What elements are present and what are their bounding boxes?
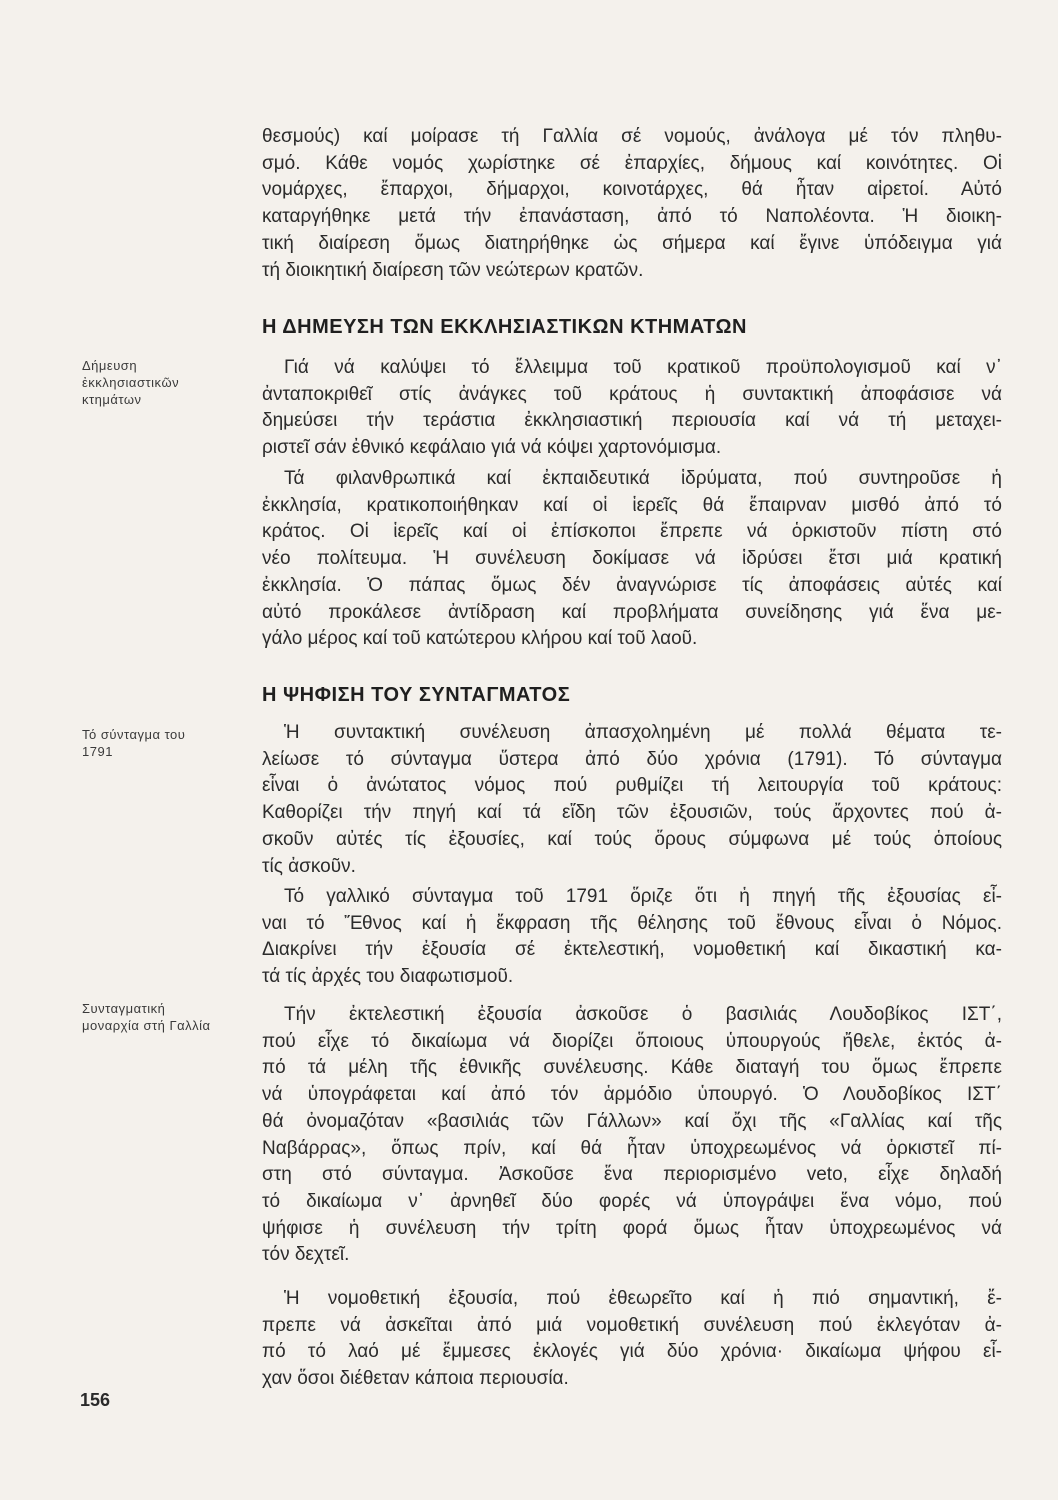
- text-line: θά ὀνομαζόταν «βασιλιάς τῶν Γάλλων» καί ὄχι τῆς «Γαλλίας καί τῆς: [262, 1110, 1002, 1132]
- text-line: ναι τό Ἔθνος καί ἡ ἔκφραση τῆς θέλησης τοῦ ἔθνους εἶναι ὁ Νόμος.: [262, 912, 1002, 934]
- sidenote-constitutional-monarchy: [82, 1000, 232, 1034]
- sidenote-line: Τό σύνταγμα του: [82, 727, 186, 742]
- text-line: πό τό λαό μέ ἔμμεσες ἐκλογές γιά δύο χρόνια· δικαίωμα ψήφου εἶ-: [262, 1341, 1002, 1363]
- text-line: αὐτό προκάλεσε ἀντίδραση καί προβλήματα συνείδησης γιά ἕνα με-: [262, 601, 1002, 623]
- intro-paragraph: [262, 124, 1002, 284]
- text-line: στη στό σύνταγμα. Ἀσκοῦσε ἕνα περιορισμένο veto, εἶχε δηλαδή: [262, 1164, 1002, 1186]
- section2-paragraph-2: [262, 884, 1002, 991]
- text-line: τή διοικητική διαίρεση τῶν νεώτερων κρατῶν.: [262, 259, 644, 281]
- section2-paragraph-1: [262, 720, 1002, 880]
- text-line: κράτος. Οἱ ἱερεῖς καί οἱ ἐπίσκοποι ἔπρεπε νά ὁρκιστοῦν πίστη στό: [262, 521, 1002, 543]
- text-line: Τήν ἐκτελεστική ἐξουσία ἀσκοῦσε ὁ βασιλιάς Λουδοβίκος ΙΣΤ΄,: [284, 1004, 1002, 1025]
- text-line: Ἡ συντακτική συνέλευση ἀπασχολημένη μέ πολλά θέματα τε-: [284, 722, 1002, 743]
- text-line: τίς ἀσκοῦν.: [262, 855, 356, 877]
- text-line: Γιά νά καλύψει τό ἔλλειμμα τοῦ κρατικοῦ προϋπολογισμοῦ καί ν᾽: [284, 357, 1002, 378]
- sidenote-line: ἐκκλησιαστικῶν: [82, 375, 180, 390]
- text-line: ριστεῖ σάν ἐθνικό κεφάλαιο γιά νά κόψει χαρτονόμισμα.: [262, 437, 722, 459]
- text-line: νομάρχες, ἔπαρχοι, δήμαρχοι, κοινοτάρχες, θά ἦταν αἱρετοί. Αὐτό: [262, 179, 1002, 201]
- text-line: πρεπε νά ἀσκεῖται ἀπό μιά νομοθετική συνέλευση πού ἐκλεγόταν ἀ-: [262, 1314, 1002, 1336]
- text-line: Ναβάρρας», ὅπως πρίν, καί θά ἦταν ὑποχρεωμένος νά ὁρκιστεῖ πί-: [262, 1137, 1002, 1159]
- section2-paragraph-4: [262, 1286, 1002, 1393]
- text-line: σκοῦν αὐτές τίς ἐξουσίες, καί τούς ὅρους σύμφωνα μέ τούς ὁποίους: [262, 828, 1002, 850]
- text-line: Διακρίνει τήν ἐξουσία σέ ἐκτελεστική, νομοθετική καί δικαστική κα-: [262, 939, 1002, 961]
- section-heading-church-property: Η ΔΗΜΕΥΣΗ ΤΩΝ ΕΚΚΛΗΣΙΑΣΤΙΚΩΝ ΚΤΗΜΑΤΩΝ: [262, 316, 747, 338]
- text-line: τόν δεχτεῖ.: [262, 1244, 350, 1266]
- section-heading-constitution-vote: Η ΨΗΦΙΣΗ ΤΟΥ ΣΥΝΤΑΓΜΑΤΟΣ: [262, 684, 571, 706]
- text-line: λείωσε τό σύνταγμα ὕστερα ἀπό δύο χρόνια (1791). Τό σύνταγμα: [262, 748, 1002, 770]
- sidenote-church-confiscation: [82, 357, 232, 408]
- text-line: τά τίς ἀρχές του διαφωτισμοῦ.: [262, 966, 514, 988]
- text-line: ἀνταποκριθεῖ στίς ἀνάγκες τοῦ κράτους ἡ συντακτική ἀποφάσισε νά: [262, 383, 1002, 405]
- sidenote-constitution-1791: [82, 726, 232, 760]
- text-line: νά ὑπογράφεται καί ἀπό τόν ἁρμόδιο ὑπουργό. Ὁ Λουδοβίκος ΙΣΤ΄: [262, 1084, 1002, 1106]
- text-line: Ἡ νομοθετική ἐξουσία, πού ἐθεωρεῖτο καί ἡ πιό σημαντική, ἔ-: [284, 1288, 1002, 1309]
- text-line: τική διαίρεση ὅμως διατηρήθηκε ὡς σήμερα καί ἔγινε ὑπόδειγμα γιά: [262, 232, 1002, 254]
- section1-paragraph-2: [262, 466, 1002, 653]
- text-line: νέο πολίτευμα. Ἡ συνέλευση δοκίμασε νά ἱδρύσει ἔτσι μιά κρατική: [262, 548, 1002, 570]
- text-line: χαν ὅσοι διέθεταν κάποια περιουσία.: [262, 1368, 569, 1390]
- text-line: ἐκκλησία, κρατικοποιήθηκαν καί οἱ ἱερεῖς θά ἔπαιρναν μισθό ἀπό τό: [262, 494, 1002, 516]
- text-line: τό δικαίωμα ν᾽ ἀρνηθεῖ δύο φορές νά ὑπογράψει ἕνα νόμο, πού: [262, 1190, 1002, 1212]
- sidenote-line: μοναρχία στή Γαλλία: [82, 1018, 211, 1033]
- sidenote-line: Συνταγματική: [82, 1001, 166, 1016]
- text-line: καταργήθηκε μετά τήν ἐπανάσταση, ἀπό τό Ναπολέοντα. Ἡ διοικη-: [262, 206, 1002, 228]
- sidenote-line: 1791: [82, 744, 113, 759]
- sidenote-line: Δήμευση: [82, 358, 138, 373]
- text-line: Τά φιλανθρωπικά καί ἐκπαιδευτικά ἱδρύματα, πού συντηροῦσε ἡ: [284, 468, 1002, 489]
- text-line: Τό γαλλικό σύνταγμα τοῦ 1791 ὅριζε ὅτι ἡ πηγή τῆς ἐξουσίας εἶ-: [284, 886, 1002, 907]
- sidenote-line: κτημάτων: [82, 392, 142, 407]
- text-line: ψήφισε ἡ συνέλευση τήν τρίτη φορά ὅμως ἦταν ὑποχρεωμένος νά: [262, 1217, 1002, 1239]
- text-line: πού εἶχε τό δικαίωμα νά διορίζει ὅποιους ὑπουργούς ἤθελε, ἐκτός ἀ-: [262, 1030, 1002, 1052]
- text-line: θεσμούς) καί μοίρασε τή Γαλλία σέ νομούς, ἀνάλογα μέ τόν πληθυ-: [262, 126, 1002, 147]
- text-line: σμό. Κάθε νομός χωρίστηκε σέ ἐπαρχίες, δήμους καί κοινότητες. Οἱ: [262, 152, 1002, 174]
- text-line: εἶναι ὁ ἀνώτατος νόμος πού ρυθμίζει τή λειτουργία τοῦ κράτους:: [262, 775, 1002, 797]
- page-number: 156: [80, 1390, 111, 1410]
- text-line: πό τά μέλη τῆς ἐθνικῆς συνέλευσης. Κάθε διαταγή του ὅμως ἔπρεπε: [262, 1057, 1002, 1079]
- text-line: γάλο μέρος καί τοῦ κατώτερου κλήρου καί τοῦ λαοῦ.: [262, 628, 698, 650]
- text-line: δημεύσει τήν τεράστια ἐκκλησιαστική περιουσία καί νά τή μεταχει-: [262, 410, 1002, 432]
- section1-paragraph-1: [262, 355, 1002, 462]
- section2-paragraph-3: [262, 1002, 1002, 1269]
- text-line: ἐκκλησία. Ὁ πάπας ὅμως δέν ἀναγνώρισε τίς ἀποφάσεις αὐτές καί: [262, 574, 1002, 596]
- text-line: Καθορίζει τήν πηγή καί τά εἴδη τῶν ἐξουσιῶν, τούς ἄρχοντες πού ἀ-: [262, 802, 1002, 824]
